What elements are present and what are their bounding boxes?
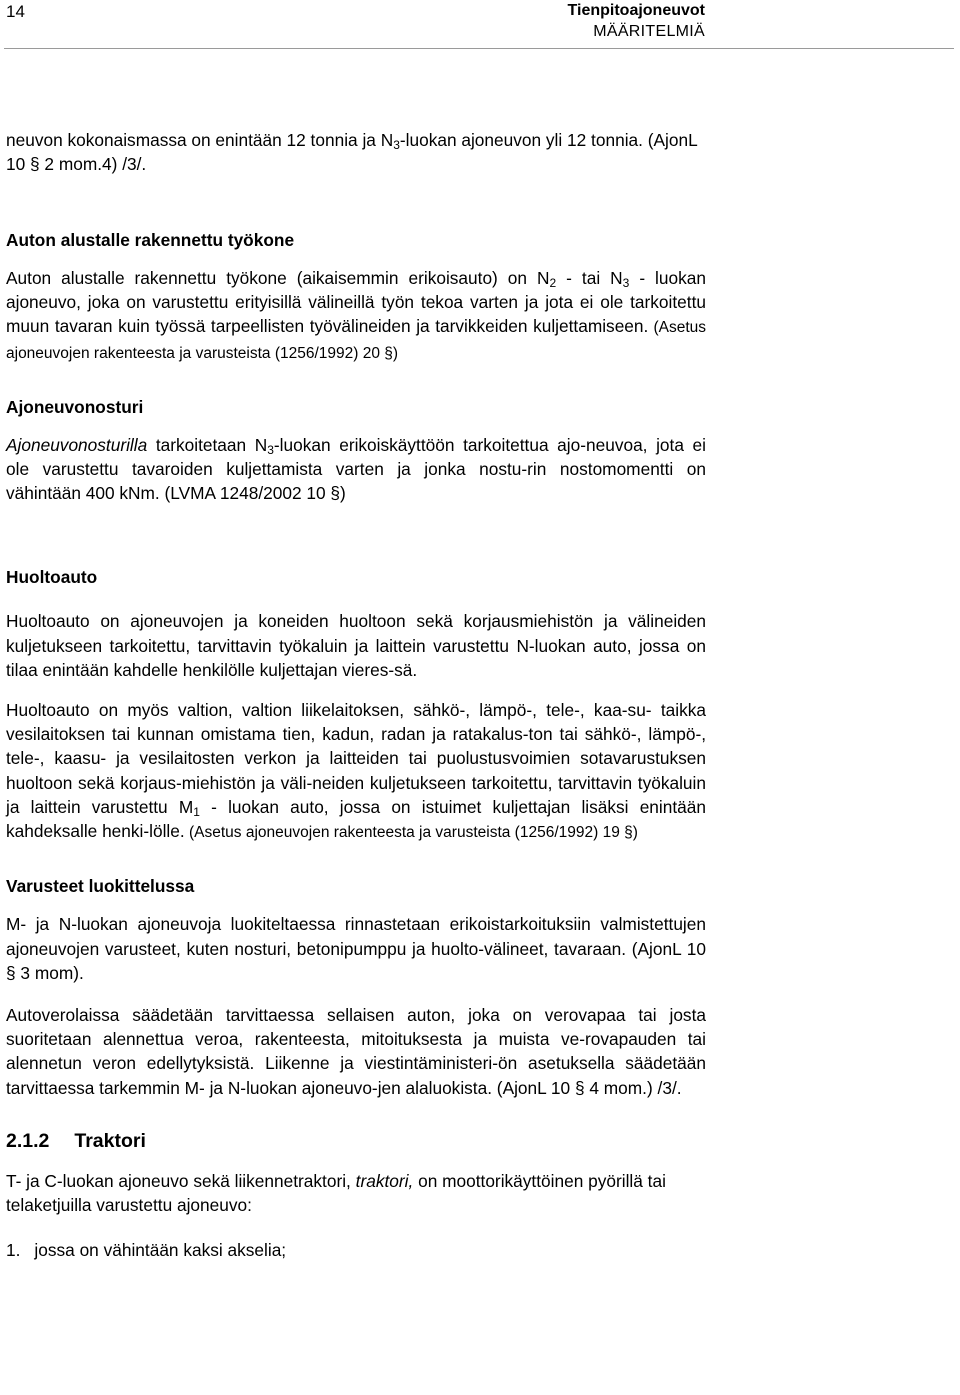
paragraph-continuation: neuvon kokonaismassa on enintään 12 tonnia ja $N_3$-luokan ajoneuvon yli 12 tonnia. (AjonL 10 § 2 mom.4) /3/. xyxy=(6,130,698,175)
list-item xyxy=(6,1238,706,1262)
paragraph-autoverolaki: Autoverolaissa säädetään tarvittaessa sellaisen auton, joka on verovapaa tai josta suoritetaan alennettua veroa, rakenteesta, mitoituksesta ja muista ve-rovapauden tai alennetun veron edellytyksistä. Liikenne ja viestintäministeri-ön asetuksella säädetään tarvittaessa tarkemmin M- ja N-luokan ajoneuvo-jen alaluokista. (AjonL 10 § 4 mom.) /3/. xyxy=(6,1005,706,1098)
running-header xyxy=(568,0,705,42)
list-text: jossa on vähintään kaksi akselia; xyxy=(34,1240,287,1261)
heading-ajoneuvonosturi: Ajoneuvonosturi xyxy=(6,397,144,418)
list-number: 1. xyxy=(6,1240,21,1261)
page-body xyxy=(6,128,706,1263)
header-divider xyxy=(4,48,954,49)
paragraph-varusteet: M- ja N-luokan ajoneuvoja luokiteltaessa rinnastetaan erikoistarkoituksiin valmistettujen ajoneuvojen varusteet, kuten nosturi, betonipumppu ja huolto-välineet, tavaraan. (AjonL 10 § 3 mom). xyxy=(6,914,706,983)
document-title: Tienpitoajoneuvot xyxy=(567,2,705,19)
paragraph-ajoneuvonosturi: Ajoneuvonosturilla tarkoitetaan $N_3$-luokan erikoiskäyttöön tarkoitettua ajo-neuvoa, jota ei ole varustettu tavaroiden kuljettamista varten ja jonka nostu-rin nostomomentti on vähintään 400 kNm. (LVMA 1248/2002 10 §) xyxy=(6,434,706,504)
heading-number: 2.1.2 xyxy=(6,1129,50,1152)
paragraph-huoltoauto-1: Huoltoauto on ajoneuvojen ja koneiden huoltoon sekä korjausmiehistön ja välineiden kuljetukseen tarkoitettu, tarvittavin työkaluin ja laittein varustettu N-luokan auto, jossa on tilaa enintään kahdelle henkilölle kuljettajan vieres-sä. xyxy=(6,611,706,680)
paragraph-traktori: T- ja C-luokan ajoneuvo sekä liikennetraktori, traktori, on moottorikäyttöinen pyörillä tai telaketjuilla varustettu ajoneuvo: xyxy=(6,1170,666,1216)
heading-auton-alustalle: Auton alustalle rakennettu työkone xyxy=(6,230,295,251)
section-title: MÄÄRITELMIÄ xyxy=(593,23,705,40)
heading-traktori xyxy=(6,1128,706,1154)
page-number: 14 xyxy=(6,2,25,21)
paragraph-huoltoauto-2: Huoltoauto on myös valtion, valtion liikelaitoksen, sähkö-, lämpö-, tele-, kaa-su- taikka vesilaitoksen tai kunnan omistama tien, kadun, radan ja ratakalus-ton tai sähkö-, lämpö-, tele-, kaasu- ja vesilaitosten verkon ja laitteiden tai puolustusvoimien sotavarustuksen huoltoon sekä korjaus-miehistön ja väli-neiden kuljetukseen tarkoitettu, tarvittavin työkaluin ja laittein varustettu $M_1$ - luokan auto, jossa on istuimet kuljettajan lisäksi enintään kahdeksalle henki-lölle. (Asetus ajoneuvojen rakenteesta ja varusteista (1256/1992) 19 §) xyxy=(6,700,706,842)
heading-varusteet: Varusteet luokittelussa xyxy=(6,876,195,897)
paragraph-tyokone: Auton alustalle rakennettu työkone (aikaisemmin erikoisauto) on $N_2$ - tai $N_3$ - luokan ajoneuvo, joka on varustettu erityisillä välineillä työn tekoa varten ja jota ei ole tarkoitettu muun tavaran kuin työssä tarpeellisten työvälineiden ja tarvikkeiden kuljettamiseen. (Asetus ajoneuvojen rakenteesta ja varusteista (1256/1992) 20 §) xyxy=(6,267,706,363)
heading-title: Traktori xyxy=(74,1129,146,1152)
heading-huoltoauto: Huoltoauto xyxy=(6,567,98,588)
